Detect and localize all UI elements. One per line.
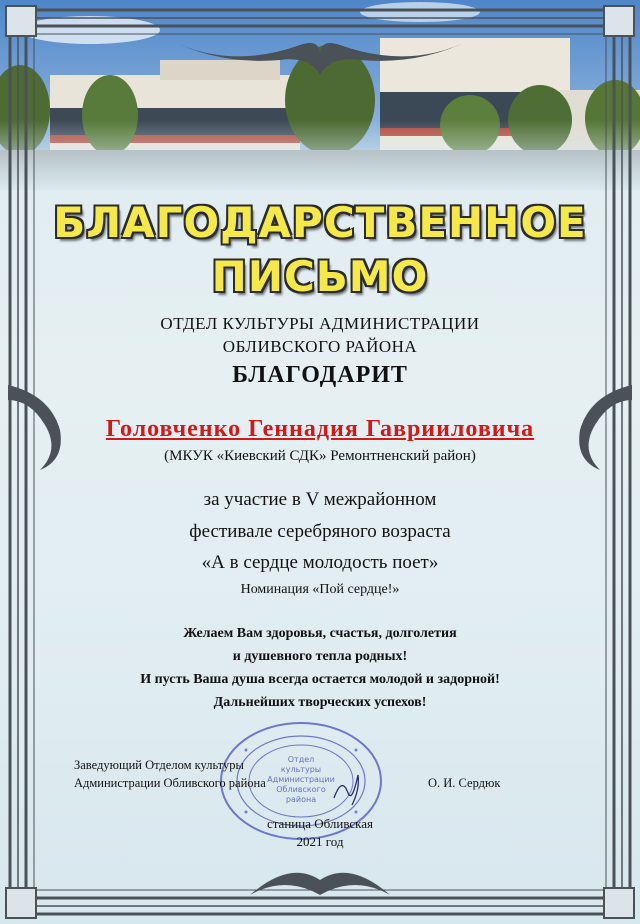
svg-text:Обливского: Обливского	[276, 785, 326, 794]
signer-name: О. И. Сердюк	[428, 776, 501, 790]
signature-position-1: Заведующий Отделом культуры	[74, 758, 244, 772]
wish-line-2: и душевного тепла родных!	[232, 649, 408, 664]
recipient-organization: (МКУК «Киевский СДК» Ремонтненский район)	[164, 448, 476, 464]
footer-year: 2021 год	[296, 834, 344, 849]
wish-line-1: Желаем Вам здоровья, счастья, долголетия	[183, 626, 457, 641]
svg-text:Отдел: Отдел	[287, 755, 315, 764]
svg-text:Администрации: Администрации	[267, 775, 335, 784]
certificate-title: БЛАГОДАРСТВЕННОЕ	[53, 198, 587, 247]
top-ornament	[170, 40, 470, 75]
bottom-ornament	[250, 873, 390, 895]
recipient-name: Головченко Геннадия Гаврииловича	[105, 416, 535, 442]
nomination: Номинация «Пой сердце!»	[240, 582, 400, 597]
wish-line-3: И пусть Ваша душа всегда остается молодой и задорной!	[140, 672, 500, 687]
certificate-subtitle: ПИСЬМО	[211, 252, 429, 301]
signature-position-2: Администрации Обливского района	[74, 776, 266, 790]
wish-line-4: Дальнейших творческих успехов!	[213, 695, 427, 710]
svg-text:культуры: культуры	[280, 765, 322, 774]
svg-text:района: района	[285, 795, 317, 804]
sender-line-2: ОБЛИВСКОГО РАЙОНА	[222, 337, 418, 356]
festival-name: «А в сердце молодость поет»	[201, 552, 439, 573]
sender-line-1: ОТДЕЛ КУЛЬТУРЫ АДМИНИСТРАЦИИ	[160, 314, 480, 333]
footer-place: станица Обливская	[266, 816, 374, 831]
reason-line-1: за участие в V межрайонном	[203, 489, 437, 510]
reason-line-2: фестивале серебряного возраста	[189, 521, 451, 542]
thanks-heading: БЛАГОДАРИТ	[232, 362, 408, 388]
